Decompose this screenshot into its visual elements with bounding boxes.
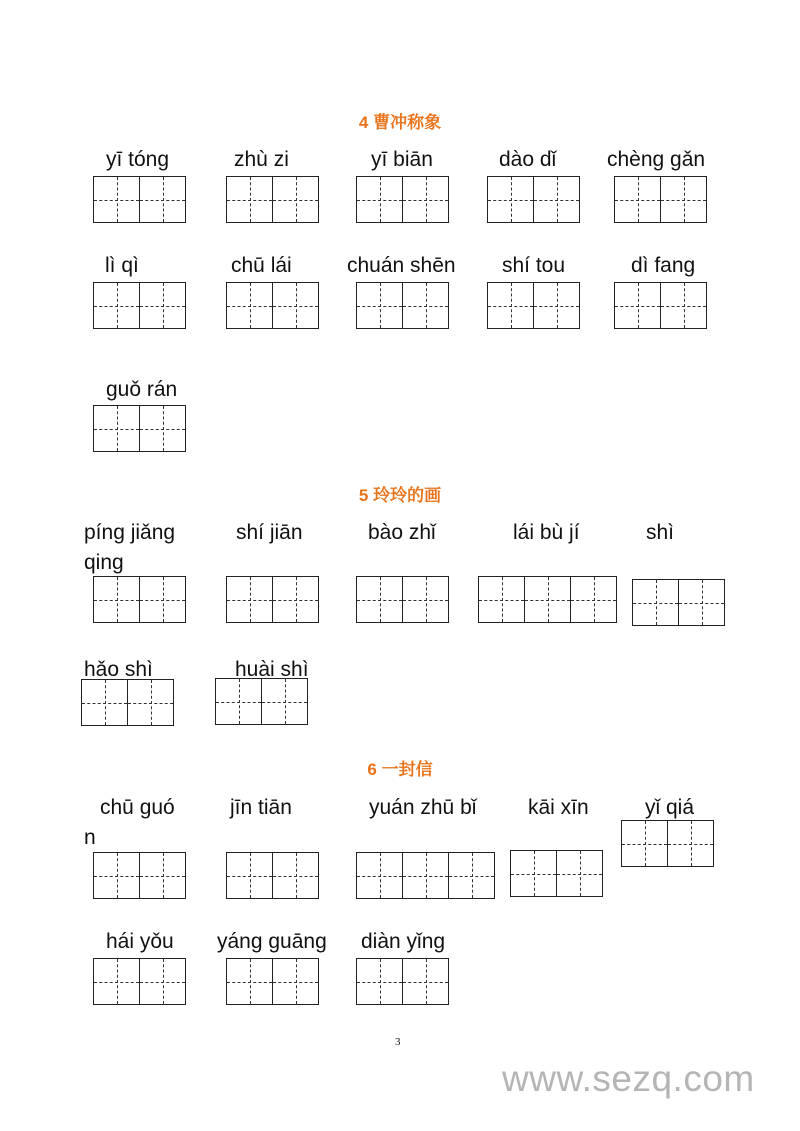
tian-zi-ge-cell[interactable]: [403, 177, 448, 222]
writing-grid: [614, 282, 707, 329]
writing-grid: [226, 176, 319, 223]
watermark: www.sezq.com: [502, 1058, 755, 1099]
writing-grid: [226, 852, 319, 899]
tian-zi-ge-cell[interactable]: [273, 177, 318, 222]
pinyin-label: shí jiān: [236, 521, 303, 544]
tian-zi-ge-cell[interactable]: [140, 853, 185, 898]
writing-grid: [93, 405, 186, 452]
tian-zi-ge-cell[interactable]: [140, 959, 185, 1004]
tian-zi-ge-cell[interactable]: [622, 821, 668, 866]
pinyin-label: dào dǐ: [499, 148, 557, 171]
section-title: 6 一封信: [367, 760, 433, 779]
tian-zi-ge-cell[interactable]: [357, 283, 403, 328]
pinyin-label: lì qì: [105, 254, 139, 277]
tian-zi-ge-cell[interactable]: [82, 680, 128, 725]
writing-grid: [93, 852, 186, 899]
writing-grid: [487, 282, 580, 329]
writing-grid: [621, 820, 714, 867]
writing-grid: [356, 176, 449, 223]
pinyin-label: diàn yǐng: [361, 930, 446, 953]
tian-zi-ge-cell[interactable]: [668, 821, 713, 866]
writing-grid: [356, 576, 449, 623]
tian-zi-ge-cell[interactable]: [679, 580, 724, 625]
writing-grid: [93, 958, 186, 1005]
tian-zi-ge-cell[interactable]: [227, 959, 273, 1004]
pinyin-label-continued: n: [84, 826, 96, 849]
tian-zi-ge-cell[interactable]: [227, 283, 273, 328]
tian-zi-ge-cell[interactable]: [633, 580, 679, 625]
tian-zi-ge-cell[interactable]: [661, 283, 706, 328]
tian-zi-ge-cell[interactable]: [140, 177, 185, 222]
writing-grid: [356, 852, 495, 899]
writing-grid: [226, 576, 319, 623]
writing-grid: [93, 176, 186, 223]
tian-zi-ge-cell[interactable]: [403, 577, 448, 622]
pinyin-label: chèng gǎn: [607, 148, 706, 171]
tian-zi-ge-cell[interactable]: [273, 283, 318, 328]
pinyin-label: yǐ qiá: [645, 796, 695, 819]
tian-zi-ge-cell[interactable]: [403, 283, 448, 328]
tian-zi-ge-cell[interactable]: [94, 577, 140, 622]
tian-zi-ge-cell[interactable]: [262, 679, 307, 724]
tian-zi-ge-cell[interactable]: [273, 577, 318, 622]
pinyin-label: shì: [646, 521, 675, 544]
tian-zi-ge-cell[interactable]: [571, 577, 616, 622]
pinyin-label: kāi xīn: [528, 796, 589, 819]
writing-grid: [510, 850, 603, 897]
tian-zi-ge-cell[interactable]: [449, 853, 494, 898]
writing-grid: [215, 678, 308, 725]
tian-zi-ge-cell[interactable]: [615, 177, 661, 222]
page-number: 3: [395, 1036, 401, 1048]
tian-zi-ge-cell[interactable]: [479, 577, 525, 622]
tian-zi-ge-cell[interactable]: [661, 177, 706, 222]
writing-grid: [356, 282, 449, 329]
tian-zi-ge-cell[interactable]: [94, 283, 140, 328]
tian-zi-ge-cell[interactable]: [94, 406, 140, 451]
pinyin-label: dì fang: [631, 254, 696, 277]
tian-zi-ge-cell[interactable]: [273, 853, 318, 898]
tian-zi-ge-cell[interactable]: [357, 577, 403, 622]
tian-zi-ge-cell[interactable]: [273, 959, 318, 1004]
pinyin-label: jīn tiān: [230, 796, 292, 819]
pinyin-label: chuán shēn: [347, 254, 456, 277]
writing-grid: [614, 176, 707, 223]
writing-grid: [93, 282, 186, 329]
tian-zi-ge-cell[interactable]: [511, 851, 557, 896]
tian-zi-ge-cell[interactable]: [534, 283, 579, 328]
tian-zi-ge-cell[interactable]: [94, 177, 140, 222]
pinyin-label: yuán zhū bǐ: [369, 796, 477, 819]
section-title: 5 玲玲的画: [358, 486, 442, 505]
tian-zi-ge-cell[interactable]: [525, 577, 571, 622]
tian-zi-ge-cell[interactable]: [488, 177, 534, 222]
writing-grid: [356, 958, 449, 1005]
tian-zi-ge-cell[interactable]: [615, 283, 661, 328]
tian-zi-ge-cell[interactable]: [128, 680, 173, 725]
tian-zi-ge-cell[interactable]: [534, 177, 579, 222]
pinyin-label: yáng guāng: [217, 930, 327, 953]
tian-zi-ge-cell[interactable]: [216, 679, 262, 724]
writing-grid: [226, 282, 319, 329]
writing-grid: [226, 958, 319, 1005]
tian-zi-ge-cell[interactable]: [227, 577, 273, 622]
writing-grid: [632, 579, 725, 626]
pinyin-label: bào zhǐ: [368, 521, 436, 544]
writing-grid: [81, 679, 174, 726]
pinyin-label: zhù zi: [234, 148, 289, 171]
tian-zi-ge-cell[interactable]: [403, 959, 448, 1004]
tian-zi-ge-cell[interactable]: [94, 959, 140, 1004]
pinyin-label-continued: qing: [84, 551, 124, 574]
pinyin-label: huài shì: [235, 658, 309, 681]
writing-grid: [487, 176, 580, 223]
pinyin-label: hái yǒu: [106, 930, 174, 953]
pinyin-label: píng jiǎng: [84, 521, 176, 544]
pinyin-label: shí tou: [502, 254, 566, 277]
tian-zi-ge-cell[interactable]: [488, 283, 534, 328]
tian-zi-ge-cell[interactable]: [140, 406, 185, 451]
pinyin-label: chū lái: [231, 254, 292, 277]
tian-zi-ge-cell[interactable]: [140, 283, 185, 328]
tian-zi-ge-cell[interactable]: [357, 853, 403, 898]
tian-zi-ge-cell[interactable]: [403, 853, 449, 898]
pinyin-label: chū guó: [100, 796, 175, 819]
tian-zi-ge-cell[interactable]: [357, 959, 403, 1004]
tian-zi-ge-cell[interactable]: [140, 577, 185, 622]
tian-zi-ge-cell[interactable]: [94, 853, 140, 898]
tian-zi-ge-cell[interactable]: [557, 851, 602, 896]
pinyin-label: guǒ rán: [106, 378, 178, 401]
pinyin-label: lái bù jí: [513, 521, 580, 544]
pinyin-label: hǎo shì: [84, 658, 153, 681]
pinyin-label: yī tóng: [106, 148, 170, 171]
writing-grid: [478, 576, 617, 623]
writing-grid: [93, 576, 186, 623]
section-title: 4 曹冲称象: [358, 113, 442, 132]
pinyin-label: yī biān: [371, 148, 433, 171]
tian-zi-ge-cell[interactable]: [357, 177, 403, 222]
tian-zi-ge-cell[interactable]: [227, 177, 273, 222]
tian-zi-ge-cell[interactable]: [227, 853, 273, 898]
